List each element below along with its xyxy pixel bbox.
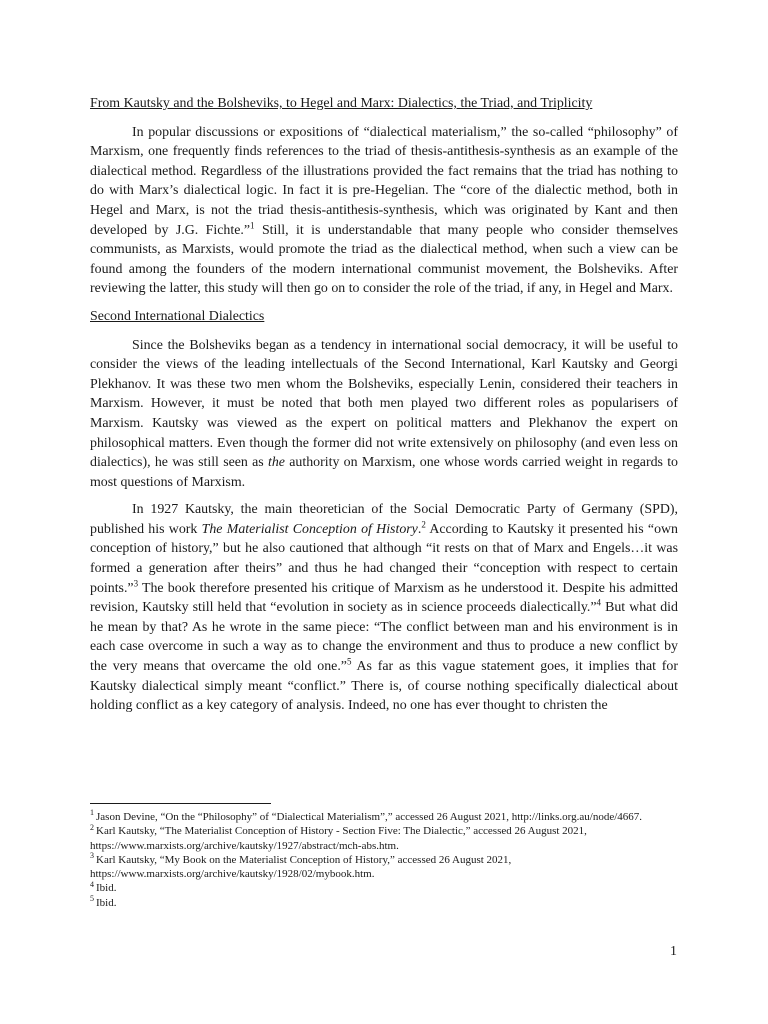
footnote-ref-1[interactable]: 1 xyxy=(250,219,255,230)
paragraph-2: Since the Bolsheviks began as a tendency in international social democracy, it will be useful to consider the views of the leading intellectuals of the Second International, Karl Kautsky and Georgi Plekhanov. It was these two men whom the Bolsheviks, especially Lenin, considered their teachers in Marxism. However, it must be noted that both men played two different roles as popularisers of Marxism. Kautsky was viewed as the expert on political matters and Plekhanov the expert on philosophical matters. Even though the former did not write extensively on philosophy (and even less on dialectics), he was still seen as the authority on Marxism, one whose words carried weight in regards to most questions of Marxism. xyxy=(90,337,678,490)
footnote-5: $^5$ Ibid. xyxy=(90,894,117,909)
footnote-separator xyxy=(90,803,271,804)
section-heading: Second International Dialectics xyxy=(90,308,265,324)
footnote-3: $^3$ Karl Kautsky, “My Book on the Materialist Conception of History,” accessed 26 August 2021, https://www.marxists.org/archive/kautsky/1928/02/mybook.htm. xyxy=(90,851,512,881)
paragraph-intro: In popular discussions or expositions of “dialectical materialism,” the so-called “philosophy” of Marxism, one frequently finds references to the triad of thesis-antithesis-synthesis as an example of the dialectical method. Regardless of the illustrations provided the fact remains that the triad has nothing to do with Marx’s dialectical logic. In fact it is pre-Hegelian. The “core of the dialectic method, both in Hegel and Marx, is not the triad thesis-antithesis-synthesis, which was originated by Kant and then developed by J.G. Fichte.”$^1$ Still, it is understandable that many people who consider themselves communists, as Marxists, would promote the triad as the dialectical method, when such a view can be found among the founders of the modern international communist movement, the Bolsheviks. After reviewing the latter, this study will then go on to consider the role of the triad, if any, in Hegel and Marx. xyxy=(90,124,678,297)
footnote-ref-4[interactable]: 4 xyxy=(596,597,602,608)
book-title: The Materialist Conception of History xyxy=(201,521,418,537)
footnote-2: $^2$ Karl Kautsky, “The Materialist Conception of History - Section Five: The Dialectic,” accessed 26 August 2021, https://www.marxists.org/archive/kautsky/1927/abstract/mch-abs.htm. xyxy=(90,822,587,852)
footnote-1: $^1$ Jason Devine, “On the “Philosophy” of “Dialectical Materialism”,” accessed 26 August 2021, http://links.org.au/node/4667. xyxy=(90,808,643,823)
body-text xyxy=(90,94,678,724)
footnotes xyxy=(90,810,680,910)
page-number: 1 xyxy=(670,944,677,959)
footnote-ref-3[interactable]: 3 xyxy=(133,578,139,589)
footnote-ref-2[interactable]: 2 xyxy=(421,519,426,530)
document-title: From Kautsky and the Bolsheviks, to Hegel and Marx: Dialectics, the Triad, and Triplicity xyxy=(90,96,593,111)
paragraph-3: In 1927 Kautsky, the main theoretician of the Social Democratic Party of Germany (SPD), published his work The Materialist Conception of History.$^2$ According to Kautsky it presented his “own conception of history,” but he also cautioned that although “it rests on that of Marx and Engels…it was formed a generation after theirs” and thus he had changed their “conception with respect to certain points.”$^3$ The book therefore presented his critique of Marxism as he understood it. Despite his admitted revision, Kautsky still held that “evolution in society as in science proceeds dialectically.”$^4$ But what did he mean by that? As he wrote in the same piece: “The conflict between man and his environment is in each case overcome in such a way as to change the environment and thus to produce a new conflict by the very means that overcame the old one.”$^5$ As far as this vague statement goes, it implies that for Kautsky dialectical simply meant “conflict.” There is, of course nothing specifically dialectical about holding conflict as a key category of analysis. Indeed, no one has ever thought to christen the xyxy=(90,502,679,714)
footnote-ref-5[interactable]: 5 xyxy=(346,656,352,667)
footnote-4: $^4$ Ibid. xyxy=(90,879,117,895)
